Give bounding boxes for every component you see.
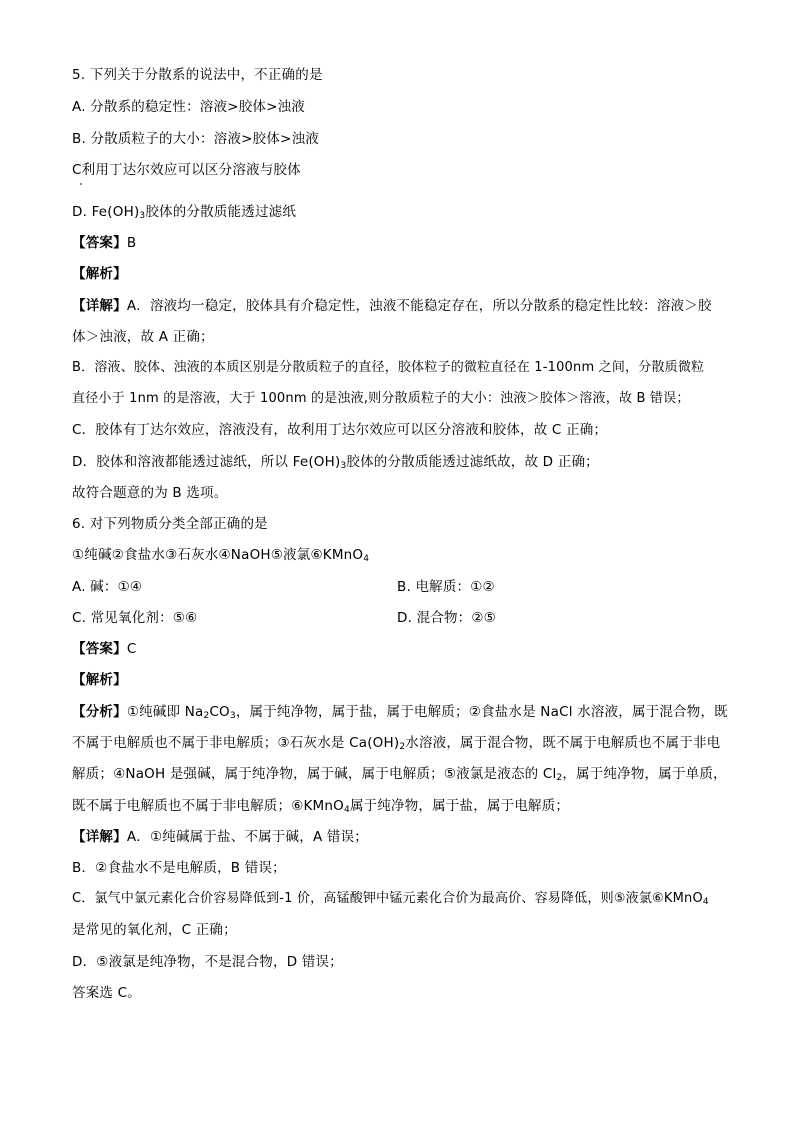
q5-detail-line-2: 体＞浊液，故 A 正确； [72, 329, 214, 345]
q6-option-a: A. 碱：①④ [72, 579, 143, 595]
q5-option-c: C利用丁达尔效应可以区分溶液与胶体 [72, 162, 301, 178]
q6-detail-line-2: B．②食盐水不是电解质，B 错误； [72, 860, 286, 876]
q6-fenxi-line-4 [72, 797, 569, 815]
q5-stem: 5. 下列关于分散系的说法中，不正确的是 [72, 67, 323, 83]
fenxi-text: ①纯碱即 Na [126, 704, 204, 720]
subscript: 4 [702, 897, 709, 907]
q5-detail-line-1 [72, 297, 712, 315]
subscript: 2 [399, 742, 406, 752]
q6-items [72, 546, 369, 564]
q5-detail-line-4: 直径小于 1nm 的是溶液，大于 100nm 的是浊液,则分散质粒子的大小：浊液＞胶体＞溶液，故 B 错误； [72, 391, 690, 406]
subscript: 3 [229, 711, 236, 721]
subscript: 3 [340, 461, 347, 471]
q5-option-a: A. 分散系的稳定性：溶液>胶体>浊液 [72, 99, 306, 115]
subscript: 2 [556, 773, 563, 783]
subscript: 4 [363, 554, 370, 564]
q6-stem: 6. 对下列物质分类全部正确的是 [72, 516, 268, 532]
q5-option-b: B. 分散质粒子的大小：溶液>胶体>浊液 [72, 131, 319, 147]
scan-speck [80, 183, 82, 185]
detail-text: A．溶液均一稳定，胶体具有介稳定性，浊液不能稳定存在，所以分散系的稳定性比较：溶液＞胶 [126, 298, 712, 314]
subscript: 2 [203, 711, 210, 721]
q6-detail-line-1 [72, 828, 368, 846]
q5-analysis-tag: 【解析】 [72, 266, 127, 282]
q5-detail-line-6 [72, 453, 599, 471]
fenxi-text: ，属于纯净物，属于盐，属于电解质；②食盐水是 NaCl 水溶液，属于混合物，既 [235, 704, 728, 720]
q5-option-d-text-end: 胶体的分散质能透过滤纸 [145, 204, 297, 220]
answer-value: C [126, 641, 137, 657]
q6-detail-line-4: 是常见的氧化剂，C 正确； [72, 922, 237, 938]
q6-conclusion: 答案选 C。 [72, 985, 141, 1001]
answer-tag: 【答案】 [72, 235, 127, 251]
detail-text-end: 胶体的分散质能透过滤纸故，故 D 正确； [346, 454, 599, 470]
q6-analysis-tag: 【解析】 [72, 672, 127, 688]
q6-answer [72, 640, 136, 658]
fenxi-text: 属于纯净物，属于盐，属于电解质； [349, 798, 570, 814]
detail-tag: 【详解】 [72, 829, 127, 845]
subscript: 3 [139, 211, 146, 221]
q6-detail-line-5: D．⑤液氯是纯净物，不是混合物，D 错误； [72, 954, 343, 970]
detail-text: C．氯气中氯元素化合价容易降低到-1 价，高锰酸钾中锰元素化合价为最高价、容易降低，则⑤液氯⑥KMnO [72, 891, 703, 906]
q6-fenxi-line-1 [72, 703, 728, 721]
q6-detail-line-3 [72, 890, 709, 908]
q6-fenxi-line-3 [72, 765, 727, 783]
fenxi-text: 既不属于电解质也不属于非电解质；⑥KMnO [72, 798, 344, 814]
q5-option-d-text: D. Fe(OH) [72, 204, 140, 220]
fenxi-text: ，属于纯净物，属于单质， [562, 766, 727, 782]
q6-option-b: B. 电解质：①② [397, 579, 495, 595]
subscript: 4 [344, 805, 350, 815]
detail-text: A．①纯碱属于盐、不属于碱，A 错误； [126, 829, 368, 845]
q5-conclusion: 故符合题意的为 B 选项。 [72, 485, 228, 501]
q6-option-c: C. 常见氧化剂：⑤⑥ [72, 610, 198, 626]
fenxi-text: 不属于电解质也不属于非电解质；③石灰水是 Ca(OH) [72, 735, 400, 751]
fenxi-tag: 【分析】 [72, 704, 127, 720]
q5-detail-line-5: C．胶体有丁达尔效应，溶液没有，故利用丁达尔效应可以区分溶液和胶体，故 C 正确； [72, 422, 608, 438]
detail-text: D．胶体和溶液都能透过滤纸，所以 Fe(OH) [72, 454, 341, 470]
detail-tag: 【详解】 [72, 298, 127, 314]
answer-tag: 【答案】 [72, 641, 127, 657]
fenxi-text: 解质；④NaOH 是强碱，属于纯净物，属于碱，属于电解质；⑤液氯是液态的 Cl [72, 766, 557, 782]
q6-items-text: ①纯碱②食盐水③石灰水④NaOH⑤液氯⑥KMnO [72, 547, 364, 563]
q5-answer [72, 234, 136, 252]
fenxi-text: CO [209, 704, 230, 720]
q5-detail-line-3: B．溶液、胶体、浊液的本质区别是分散质粒子的直径，胶体粒子的微粒直径在 1-100nm 之间，分散质微粒 [72, 360, 705, 375]
q6-fenxi-line-2 [72, 734, 720, 752]
answer-value: B [126, 235, 137, 251]
q6-option-d: D. 混合物：②⑤ [397, 610, 496, 626]
q5-option-d [72, 203, 296, 221]
fenxi-text: 水溶液，属于混合物，既不属于电解质也不属于非电 [405, 735, 721, 751]
